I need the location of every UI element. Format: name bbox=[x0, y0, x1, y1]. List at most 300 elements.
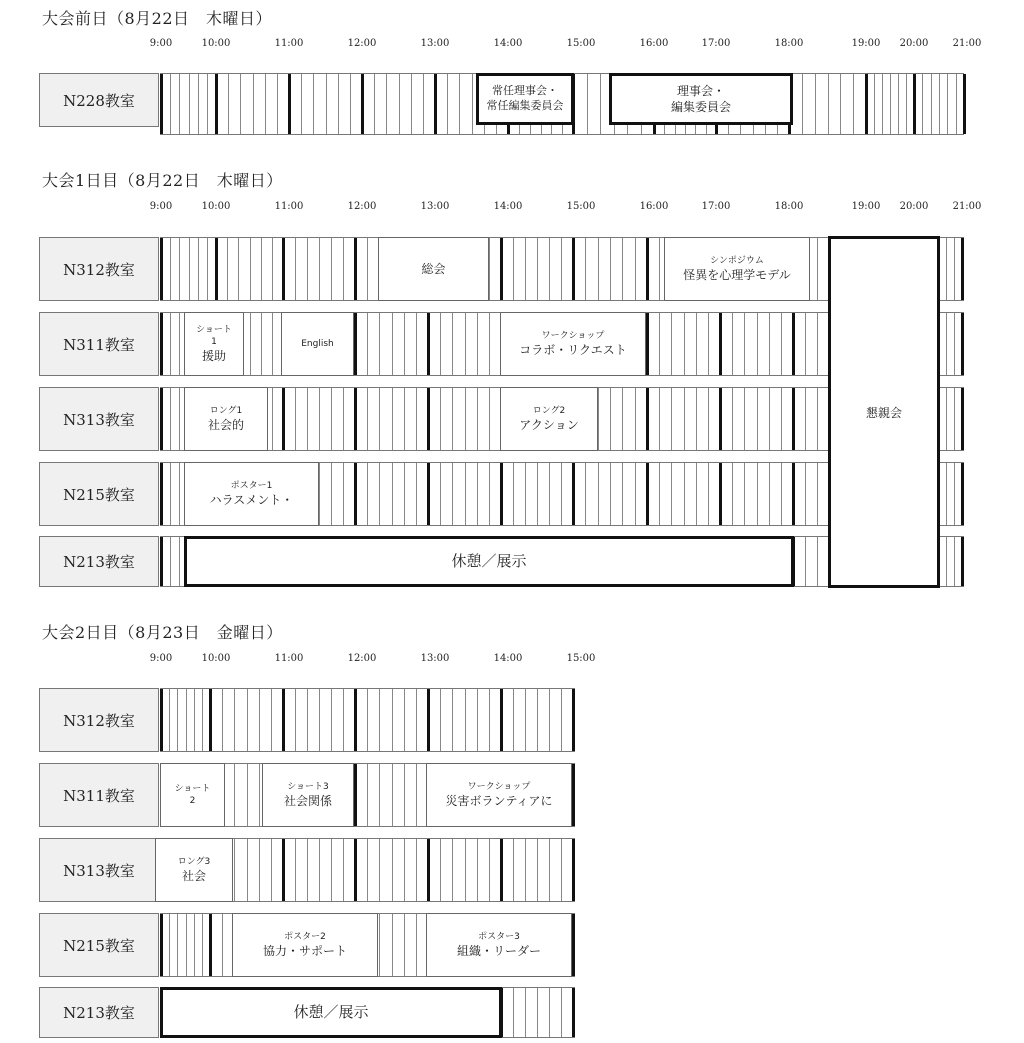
minor-gridline bbox=[272, 313, 273, 375]
minor-gridline bbox=[696, 463, 697, 525]
hour-gridline bbox=[427, 313, 430, 375]
room-label-n215: N215教室 bbox=[39, 462, 159, 526]
room-label-n311: N311教室 bbox=[39, 763, 159, 827]
minor-gridline bbox=[326, 74, 327, 134]
minor-gridline bbox=[295, 238, 296, 300]
minor-gridline bbox=[392, 313, 393, 375]
minor-gridline bbox=[271, 839, 272, 901]
minor-gridline bbox=[549, 689, 550, 751]
hour-gridline bbox=[572, 839, 575, 901]
tick-label: 21:00 bbox=[952, 201, 982, 212]
minor-gridline bbox=[207, 238, 208, 300]
minor-gridline bbox=[781, 463, 782, 525]
tick-label: 16:00 bbox=[639, 38, 669, 49]
minor-gridline bbox=[170, 537, 171, 586]
minor-gridline bbox=[465, 689, 466, 751]
event-symposium bbox=[664, 237, 810, 301]
event-line: シンポジウム bbox=[710, 255, 764, 266]
minor-gridline bbox=[452, 689, 453, 751]
hour-gridline bbox=[500, 689, 503, 751]
minor-gridline bbox=[946, 537, 947, 586]
event-line: アクション bbox=[519, 417, 579, 432]
minor-gridline bbox=[179, 388, 180, 450]
minor-gridline bbox=[169, 914, 170, 976]
event-long2 bbox=[500, 387, 598, 451]
day2-title: 大会2日目（8月23日 金曜日） bbox=[42, 623, 283, 642]
minor-gridline bbox=[585, 238, 586, 300]
minor-gridline bbox=[549, 839, 550, 901]
minor-gridline bbox=[411, 74, 412, 134]
minor-gridline bbox=[379, 764, 380, 826]
minor-gridline bbox=[367, 764, 368, 826]
event-board-meeting bbox=[609, 73, 793, 125]
minor-gridline bbox=[561, 238, 562, 300]
hour-gridline bbox=[282, 388, 285, 450]
minor-gridline bbox=[343, 463, 344, 525]
minor-gridline bbox=[817, 313, 818, 375]
hour-gridline bbox=[792, 313, 795, 375]
minor-gridline bbox=[732, 388, 733, 450]
event-line: ワークショップ bbox=[467, 781, 531, 792]
tick-label: 9:00 bbox=[149, 201, 173, 212]
minor-gridline bbox=[189, 238, 190, 300]
hour-gridline bbox=[646, 313, 649, 375]
minor-gridline bbox=[744, 313, 745, 375]
minor-gridline bbox=[477, 313, 478, 375]
minor-gridline bbox=[447, 74, 448, 134]
event-poster2 bbox=[232, 913, 378, 977]
minor-gridline bbox=[186, 689, 187, 751]
minor-gridline bbox=[228, 74, 229, 134]
minor-gridline bbox=[343, 839, 344, 901]
minor-gridline bbox=[465, 839, 466, 901]
minor-gridline bbox=[179, 74, 180, 134]
minor-gridline bbox=[404, 388, 405, 450]
minor-gridline bbox=[177, 914, 178, 976]
minor-gridline bbox=[525, 839, 526, 901]
minor-gridline bbox=[635, 463, 636, 525]
minor-gridline bbox=[440, 388, 441, 450]
minor-gridline bbox=[240, 74, 241, 134]
hour-gridline bbox=[361, 74, 364, 134]
minor-gridline bbox=[954, 388, 955, 450]
hour-gridline bbox=[572, 238, 575, 300]
event-workshop-day1 bbox=[500, 312, 646, 376]
event-line: 災害ボランティアに bbox=[445, 793, 553, 808]
hour-gridline bbox=[354, 839, 357, 901]
minor-gridline bbox=[272, 238, 273, 300]
minor-gridline bbox=[610, 238, 611, 300]
event-line: 協力・サポート bbox=[262, 943, 347, 958]
minor-gridline bbox=[874, 74, 875, 134]
hour-gridline bbox=[646, 388, 649, 450]
minor-gridline bbox=[671, 388, 672, 450]
hour-gridline bbox=[961, 537, 964, 586]
hour-gridline bbox=[282, 689, 285, 751]
minor-gridline bbox=[769, 388, 770, 450]
event-poster1 bbox=[184, 462, 319, 526]
minor-gridline bbox=[805, 537, 806, 586]
minor-gridline bbox=[549, 238, 550, 300]
minor-gridline bbox=[392, 689, 393, 751]
minor-gridline bbox=[732, 463, 733, 525]
event-line: 休憩／展示 bbox=[451, 552, 527, 571]
minor-gridline bbox=[247, 839, 248, 901]
minor-gridline bbox=[238, 238, 239, 300]
hour-gridline bbox=[719, 388, 722, 450]
event-line: ロング1 bbox=[209, 405, 243, 416]
event-long1 bbox=[184, 387, 268, 451]
minor-gridline bbox=[261, 238, 262, 300]
hour-gridline bbox=[209, 914, 212, 976]
minor-gridline bbox=[319, 388, 320, 450]
minor-gridline bbox=[416, 463, 417, 525]
minor-gridline bbox=[423, 74, 424, 134]
hour-gridline bbox=[354, 463, 357, 525]
hour-gridline bbox=[963, 74, 966, 134]
minor-gridline bbox=[367, 238, 368, 300]
minor-gridline bbox=[170, 74, 171, 134]
hour-gridline bbox=[572, 689, 575, 751]
day1-title: 大会1日目（8月22日 木曜日） bbox=[42, 171, 283, 190]
minor-gridline bbox=[404, 313, 405, 375]
event-line: ポスター3 bbox=[478, 931, 520, 942]
minor-gridline bbox=[202, 914, 203, 976]
hour-gridline bbox=[354, 388, 357, 450]
minor-gridline bbox=[271, 689, 272, 751]
minor-gridline bbox=[622, 388, 623, 450]
day0-title: 大会前日（8月22日 木曜日） bbox=[42, 9, 273, 28]
event-line: 2 bbox=[189, 796, 196, 806]
hour-gridline bbox=[572, 764, 575, 826]
minor-gridline bbox=[295, 689, 296, 751]
tick-label: 10:00 bbox=[201, 201, 231, 212]
event-general-meeting bbox=[378, 237, 489, 301]
minor-gridline bbox=[744, 463, 745, 525]
tick-label: 12:00 bbox=[347, 201, 377, 212]
minor-gridline bbox=[319, 689, 320, 751]
minor-gridline bbox=[931, 74, 932, 134]
event-line: 社会 bbox=[181, 868, 206, 883]
minor-gridline bbox=[272, 388, 273, 450]
hour-gridline bbox=[160, 313, 163, 375]
minor-gridline bbox=[561, 463, 562, 525]
hour-gridline bbox=[500, 238, 503, 300]
minor-gridline bbox=[295, 388, 296, 450]
event-line: 常任理事会・ bbox=[492, 84, 558, 98]
minor-gridline bbox=[452, 839, 453, 901]
event-line: 怪異を心理学モデル bbox=[683, 267, 791, 282]
minor-gridline bbox=[781, 388, 782, 450]
minor-gridline bbox=[477, 839, 478, 901]
tick-label: 15:00 bbox=[566, 201, 596, 212]
event-line: 懇親会 bbox=[865, 406, 902, 420]
minor-gridline bbox=[802, 74, 803, 134]
minor-gridline bbox=[549, 463, 550, 525]
minor-gridline bbox=[684, 313, 685, 375]
minor-gridline bbox=[600, 74, 601, 134]
hour-gridline bbox=[288, 74, 291, 134]
hour-gridline bbox=[427, 388, 430, 450]
event-line: ショート bbox=[196, 324, 232, 335]
minor-gridline bbox=[440, 313, 441, 375]
minor-gridline bbox=[489, 388, 490, 450]
minor-gridline bbox=[247, 689, 248, 751]
minor-gridline bbox=[769, 313, 770, 375]
event-line: 理事会・ bbox=[676, 83, 725, 98]
room-label-n311: N311教室 bbox=[39, 312, 159, 376]
minor-gridline bbox=[465, 388, 466, 450]
hour-gridline bbox=[961, 463, 964, 525]
minor-gridline bbox=[307, 388, 308, 450]
minor-gridline bbox=[954, 238, 955, 300]
hour-gridline bbox=[160, 537, 163, 586]
minor-gridline bbox=[307, 839, 308, 901]
minor-gridline bbox=[416, 388, 417, 450]
minor-gridline bbox=[277, 74, 278, 134]
event-poster3 bbox=[426, 913, 572, 977]
tick-label: 17:00 bbox=[701, 38, 731, 49]
hour-gridline bbox=[427, 689, 430, 751]
hour-gridline bbox=[354, 313, 357, 375]
minor-gridline bbox=[452, 388, 453, 450]
hour-gridline bbox=[719, 463, 722, 525]
minor-gridline bbox=[744, 388, 745, 450]
hour-gridline bbox=[913, 74, 916, 134]
minor-gridline bbox=[207, 74, 208, 134]
hour-gridline bbox=[572, 463, 575, 525]
minor-gridline bbox=[259, 689, 260, 751]
minor-gridline bbox=[537, 839, 538, 901]
minor-gridline bbox=[367, 463, 368, 525]
hour-gridline bbox=[961, 313, 964, 375]
minor-gridline bbox=[404, 764, 405, 826]
minor-gridline bbox=[194, 914, 195, 976]
minor-gridline bbox=[404, 839, 405, 901]
minor-gridline bbox=[416, 313, 417, 375]
minor-gridline bbox=[598, 463, 599, 525]
minor-gridline bbox=[367, 689, 368, 751]
hour-gridline bbox=[354, 764, 357, 826]
minor-gridline bbox=[757, 463, 758, 525]
tick-label: 13:00 bbox=[420, 38, 450, 49]
tick-label: 12:00 bbox=[347, 653, 377, 664]
minor-gridline bbox=[946, 238, 947, 300]
event-line: 休憩／展示 bbox=[293, 1003, 369, 1022]
tick-label: 13:00 bbox=[420, 201, 450, 212]
minor-gridline bbox=[817, 537, 818, 586]
minor-gridline bbox=[379, 689, 380, 751]
event-english-session bbox=[281, 312, 354, 376]
minor-gridline bbox=[379, 914, 380, 976]
minor-gridline bbox=[757, 388, 758, 450]
tick-label: 14:00 bbox=[493, 38, 523, 49]
tick-label: 11:00 bbox=[274, 38, 304, 49]
event-line: 援助 bbox=[201, 349, 226, 364]
minor-gridline bbox=[404, 914, 405, 976]
minor-gridline bbox=[684, 463, 685, 525]
hour-gridline bbox=[160, 74, 163, 134]
minor-gridline bbox=[227, 238, 228, 300]
minor-gridline bbox=[169, 689, 170, 751]
hour-gridline bbox=[500, 839, 503, 901]
minor-gridline bbox=[250, 238, 251, 300]
minor-gridline bbox=[537, 988, 538, 1037]
minor-gridline bbox=[659, 313, 660, 375]
hour-gridline bbox=[209, 689, 212, 751]
minor-gridline bbox=[659, 388, 660, 450]
event-line: ポスター1 bbox=[230, 480, 273, 491]
event-line: ショート3 bbox=[287, 781, 329, 792]
minor-gridline bbox=[561, 689, 562, 751]
minor-gridline bbox=[898, 74, 899, 134]
minor-gridline bbox=[708, 463, 709, 525]
hour-gridline bbox=[282, 839, 285, 901]
minor-gridline bbox=[805, 313, 806, 375]
event-reception-party bbox=[828, 236, 940, 588]
event-line: 総会 bbox=[421, 261, 446, 276]
minor-gridline bbox=[452, 463, 453, 525]
minor-gridline bbox=[379, 313, 380, 375]
minor-gridline bbox=[696, 313, 697, 375]
minor-gridline bbox=[805, 388, 806, 450]
minor-gridline bbox=[732, 313, 733, 375]
minor-gridline bbox=[587, 74, 588, 134]
hour-gridline bbox=[572, 914, 575, 976]
minor-gridline bbox=[194, 689, 195, 751]
tick-label: 13:00 bbox=[420, 653, 450, 664]
event-standing-board-meeting bbox=[476, 73, 574, 125]
minor-gridline bbox=[817, 463, 818, 525]
minor-gridline bbox=[179, 463, 180, 525]
minor-gridline bbox=[465, 463, 466, 525]
minor-gridline bbox=[513, 689, 514, 751]
minor-gridline bbox=[331, 839, 332, 901]
minor-gridline bbox=[198, 238, 199, 300]
tick-label: 20:00 bbox=[899, 201, 929, 212]
minor-gridline bbox=[622, 238, 623, 300]
minor-gridline bbox=[379, 463, 380, 525]
minor-gridline bbox=[301, 74, 302, 134]
hour-gridline bbox=[646, 238, 649, 300]
hour-gridline bbox=[865, 74, 868, 134]
event-rest-exhibit-day2 bbox=[160, 987, 502, 1038]
minor-gridline bbox=[635, 388, 636, 450]
minor-gridline bbox=[392, 764, 393, 826]
minor-gridline bbox=[307, 238, 308, 300]
tick-label: 19:00 bbox=[851, 38, 881, 49]
tick-label: 14:00 bbox=[493, 653, 523, 664]
minor-gridline bbox=[253, 74, 254, 134]
minor-gridline bbox=[465, 313, 466, 375]
minor-gridline bbox=[947, 74, 948, 134]
event-line: ショート bbox=[174, 783, 211, 794]
minor-gridline bbox=[922, 74, 923, 134]
minor-gridline bbox=[549, 988, 550, 1037]
event-short3 bbox=[262, 763, 354, 827]
event-line: 組織・リーダー bbox=[456, 943, 541, 958]
room-label-n228: N228教室 bbox=[39, 73, 159, 127]
event-line: ポスター2 bbox=[284, 931, 326, 942]
minor-gridline bbox=[537, 238, 538, 300]
minor-gridline bbox=[202, 689, 203, 751]
tick-label: 9:00 bbox=[149, 38, 173, 49]
minor-gridline bbox=[489, 313, 490, 375]
hour-gridline bbox=[427, 463, 430, 525]
hour-gridline bbox=[961, 238, 964, 300]
minor-gridline bbox=[392, 388, 393, 450]
minor-gridline bbox=[343, 238, 344, 300]
minor-gridline bbox=[671, 463, 672, 525]
hour-gridline bbox=[434, 74, 437, 134]
hour-gridline bbox=[160, 914, 163, 976]
minor-gridline bbox=[234, 839, 235, 901]
event-long3 bbox=[155, 838, 233, 902]
minor-gridline bbox=[684, 388, 685, 450]
hour-gridline bbox=[961, 388, 964, 450]
minor-gridline bbox=[170, 313, 171, 375]
event-line: 社会的 bbox=[207, 417, 244, 432]
tick-label: 18:00 bbox=[774, 201, 804, 212]
minor-gridline bbox=[659, 463, 660, 525]
minor-gridline bbox=[817, 388, 818, 450]
event-line: 常任編集委員会 bbox=[486, 99, 564, 112]
room-label-n313: N313教室 bbox=[39, 838, 159, 902]
tick-label: 18:00 bbox=[774, 38, 804, 49]
minor-gridline bbox=[708, 388, 709, 450]
tick-label: 16:00 bbox=[639, 201, 669, 212]
minor-gridline bbox=[525, 463, 526, 525]
minor-gridline bbox=[513, 839, 514, 901]
minor-gridline bbox=[331, 463, 332, 525]
minor-gridline bbox=[598, 238, 599, 300]
minor-gridline bbox=[946, 388, 947, 450]
minor-gridline bbox=[259, 839, 260, 901]
minor-gridline bbox=[343, 689, 344, 751]
tick-label: 15:00 bbox=[566, 38, 596, 49]
room-label-n215: N215教室 bbox=[39, 913, 159, 977]
minor-gridline bbox=[946, 313, 947, 375]
minor-gridline bbox=[379, 839, 380, 901]
minor-gridline bbox=[367, 839, 368, 901]
minor-gridline bbox=[319, 238, 320, 300]
minor-gridline bbox=[440, 463, 441, 525]
minor-gridline bbox=[350, 74, 351, 134]
event-line: ワークショップ bbox=[541, 330, 605, 341]
minor-gridline bbox=[331, 388, 332, 450]
minor-gridline bbox=[319, 463, 320, 525]
minor-gridline bbox=[659, 238, 660, 300]
minor-gridline bbox=[610, 388, 611, 450]
event-rest-exhibit-day1 bbox=[184, 536, 794, 587]
minor-gridline bbox=[367, 313, 368, 375]
tick-label: 11:00 bbox=[274, 201, 304, 212]
day2-timeline-row-n312 bbox=[160, 688, 575, 752]
minor-gridline bbox=[295, 839, 296, 901]
minor-gridline bbox=[416, 689, 417, 751]
tick-label: 15:00 bbox=[566, 653, 596, 664]
tick-label: 11:00 bbox=[274, 653, 304, 664]
room-label-n213: N213教室 bbox=[39, 987, 159, 1038]
minor-gridline bbox=[179, 537, 180, 586]
minor-gridline bbox=[472, 74, 473, 134]
minor-gridline bbox=[513, 988, 514, 1037]
tick-label: 17:00 bbox=[701, 201, 731, 212]
minor-gridline bbox=[440, 839, 441, 901]
minor-gridline bbox=[708, 313, 709, 375]
minor-gridline bbox=[265, 74, 266, 134]
minor-gridline bbox=[489, 839, 490, 901]
